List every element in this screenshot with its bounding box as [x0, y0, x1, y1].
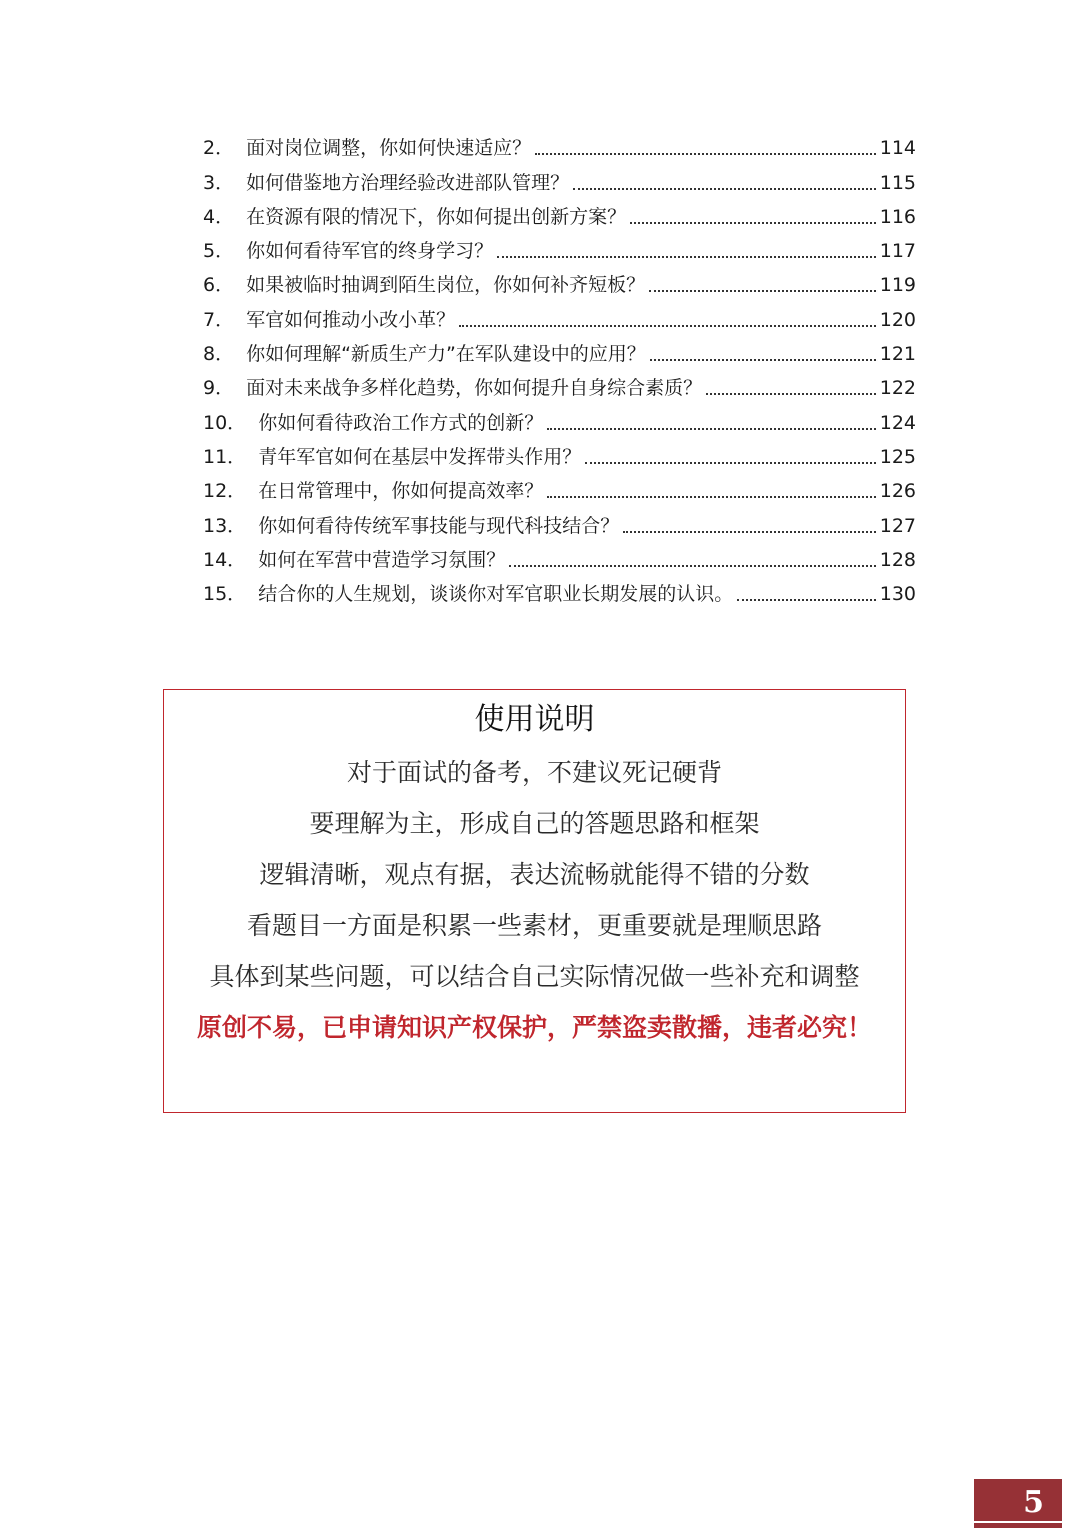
toc-dot-leader: [573, 188, 876, 190]
toc-entry-page: 115: [879, 171, 916, 194]
toc-entry[interactable]: [203, 302, 916, 336]
page-number: 5: [1023, 1485, 1044, 1520]
toc-entry-title: 如何借鉴地方治理经验改进部队管理？: [246, 171, 570, 194]
toc-entry-number: 10．: [203, 411, 247, 434]
toc-entry[interactable]: [203, 200, 916, 234]
toc-entry-page: 114: [879, 137, 916, 160]
toc-entry-title: 军官如何推动小改小革？: [246, 308, 456, 331]
toc-dot-leader: [585, 462, 876, 464]
toc-dot-leader: [649, 290, 876, 292]
notice-line: 具体到某些问题，可以结合自己实际情况做一些补充和调整: [209, 962, 860, 991]
toc-entry-page: 127: [879, 514, 916, 537]
toc-entry-number: 13．: [203, 514, 247, 537]
toc-entry-title: 结合你的人生规划，谈谈你对军官职业长期发展的认识。: [258, 583, 734, 606]
copyright-warning: 原创不易，已申请知识产权保护，严禁盗卖散播，违者必究！: [196, 1013, 872, 1042]
toc-entry-page: 116: [879, 205, 916, 228]
toc-entry-title: 面对未来战争多样化趋势，你如何提升自身综合素质？: [246, 377, 703, 400]
toc-entry[interactable]: [203, 577, 916, 611]
notice-line: 逻辑清晰，观点有据，表达流畅就能得不错的分数: [259, 860, 810, 889]
table-of-contents: [203, 131, 916, 611]
toc-entry-page: 126: [879, 480, 916, 503]
toc-entry-page: 130: [879, 583, 916, 606]
toc-entry[interactable]: [203, 337, 916, 371]
toc-entry[interactable]: [203, 131, 916, 165]
toc-entry-title: 你如何看待政治工作方式的创新？: [258, 411, 544, 434]
toc-entry[interactable]: [203, 405, 916, 439]
toc-entry-title: 在日常管理中，你如何提高效率？: [258, 480, 544, 503]
toc-entry-page: 124: [879, 411, 916, 434]
toc-entry-page: 125: [879, 445, 916, 468]
notice-line: 要理解为主，形成自己的答题思路和框架: [309, 809, 760, 838]
toc-entry-title: 在资源有限的情况下，你如何提出创新方案？: [246, 205, 627, 228]
notice-title: 使用说明: [474, 702, 595, 737]
toc-entry-number: 15．: [203, 583, 247, 606]
toc-dot-leader: [650, 359, 876, 361]
toc-entry-title: 如果被临时抽调到陌生岗位，你如何补齐短板？: [246, 274, 646, 297]
toc-entry-title: 面对岗位调整，你如何快速适应？: [246, 137, 532, 160]
usage-notice-box: [163, 689, 906, 1113]
toc-entry-title: 你如何看待军官的终身学习？: [246, 240, 494, 263]
toc-entry-number: 12．: [203, 480, 247, 503]
toc-entry-number: 7．: [203, 308, 235, 331]
toc-entry-title: 你如何看待传统军事技能与现代科技结合？: [258, 514, 620, 537]
notice-line: 看题目一方面是积累一些素材，更重要就是理顺思路: [246, 911, 822, 940]
toc-entry-page: 128: [879, 548, 916, 571]
toc-entry-number: 6．: [203, 274, 235, 297]
toc-entry-number: 9．: [203, 377, 235, 400]
page-number-badge: [974, 1479, 1062, 1528]
notice-body: [164, 747, 905, 1053]
toc-entry-number: 14．: [203, 548, 247, 571]
toc-entry-title: 你如何理解“新质生产力”在军队建设中的应用？: [246, 343, 646, 366]
toc-entry-title: 青年军官如何在基层中发挥带头作用？: [258, 445, 582, 468]
toc-entry[interactable]: [203, 543, 916, 577]
toc-dot-leader: [535, 153, 876, 155]
toc-dot-leader: [459, 325, 876, 327]
toc-dot-leader: [509, 565, 876, 567]
toc-dot-leader: [737, 599, 876, 601]
toc-entry-page: 121: [879, 343, 916, 366]
toc-entry-number: 4．: [203, 205, 235, 228]
toc-entry-number: 11．: [203, 445, 247, 468]
toc-entry[interactable]: [203, 234, 916, 268]
toc-entry-number: 5．: [203, 240, 235, 263]
toc-entry-number: 8．: [203, 343, 235, 366]
toc-entry-page: 117: [879, 240, 916, 263]
toc-entry-number: 2．: [203, 137, 235, 160]
toc-entry-page: 119: [879, 274, 916, 297]
toc-entry[interactable]: [203, 474, 916, 508]
toc-dot-leader: [623, 531, 876, 533]
notice-line: 对于面试的备考，不建议死记硬背: [346, 758, 722, 787]
toc-dot-leader: [630, 222, 876, 224]
toc-dot-leader: [706, 393, 876, 395]
toc-entry[interactable]: [203, 268, 916, 302]
toc-entry[interactable]: [203, 440, 916, 474]
toc-dot-leader: [547, 496, 876, 498]
toc-entry-title: 如何在军营中营造学习氛围？: [258, 548, 506, 571]
toc-entry-page: 120: [879, 308, 916, 331]
toc-entry-page: 122: [879, 377, 916, 400]
toc-entry[interactable]: [203, 371, 916, 405]
toc-entry-number: 3．: [203, 171, 235, 194]
toc-dot-leader: [547, 428, 876, 430]
toc-dot-leader: [497, 256, 876, 258]
toc-entry[interactable]: [203, 508, 916, 542]
toc-entry[interactable]: [203, 165, 916, 199]
page-badge-underline: [974, 1521, 1062, 1523]
